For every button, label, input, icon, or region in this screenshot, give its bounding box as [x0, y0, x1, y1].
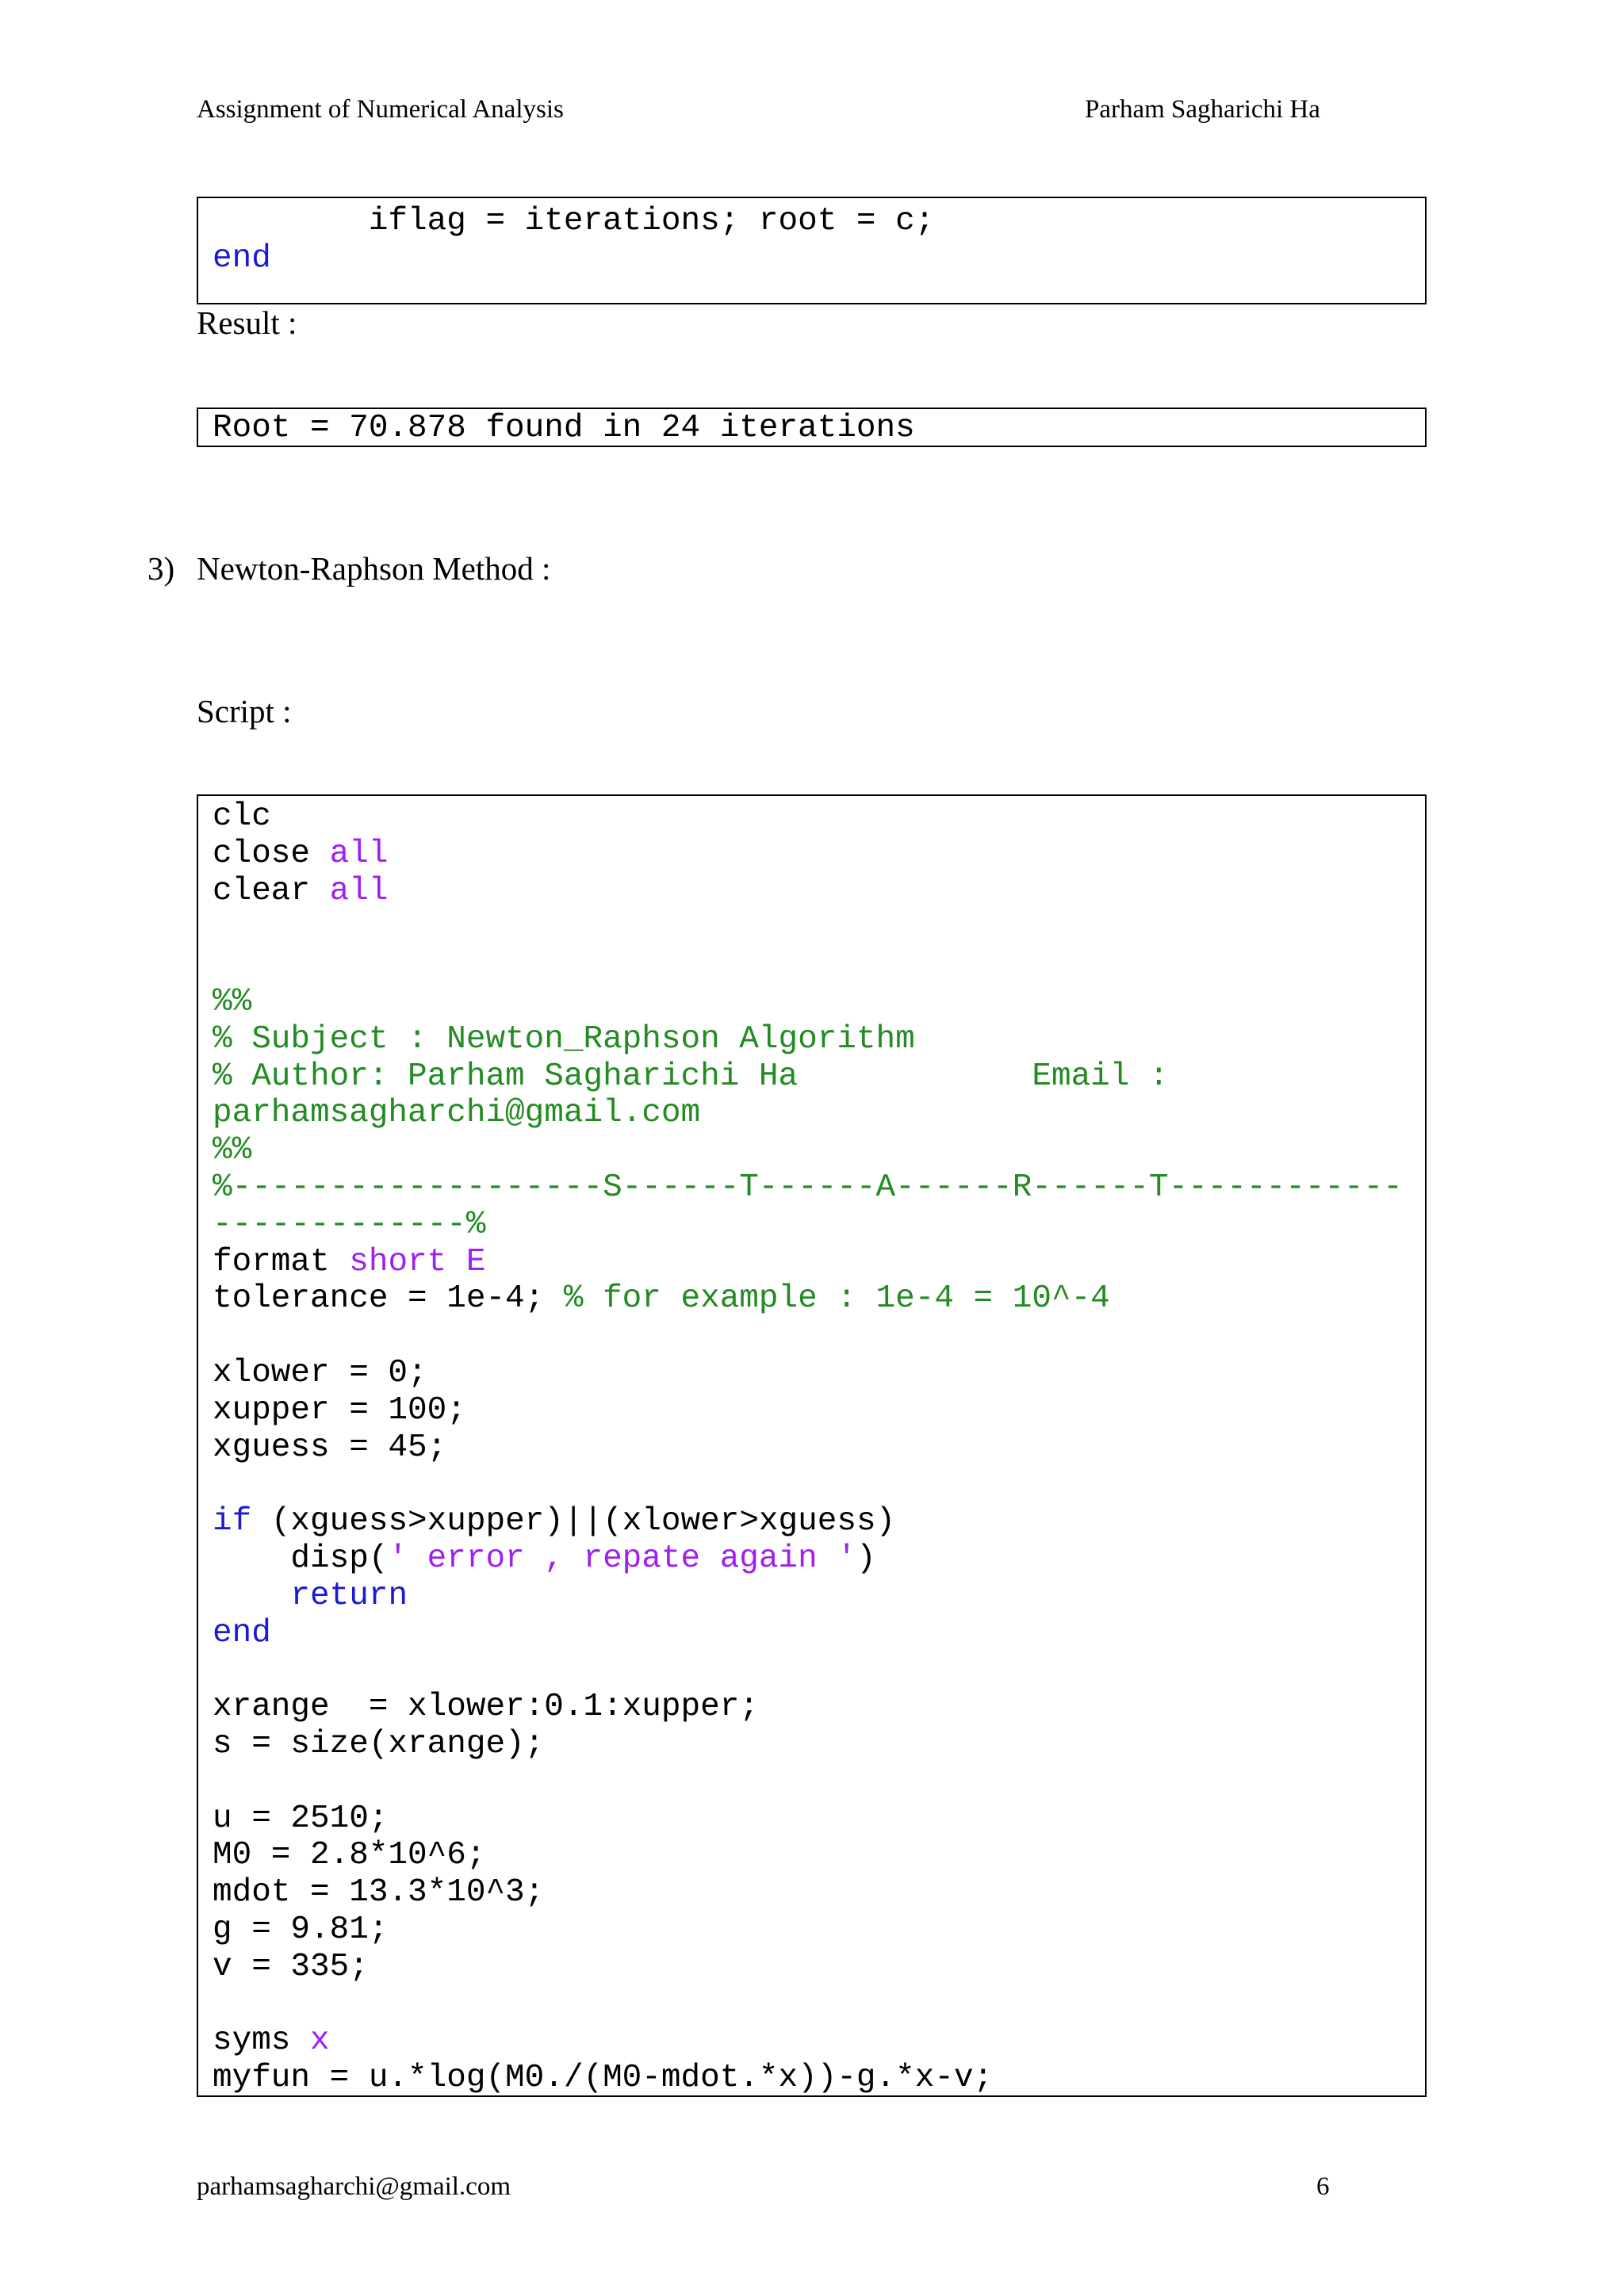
code-line — [213, 1392, 1425, 1429]
code-text: disp( — [213, 1540, 389, 1577]
result-label: Result : — [197, 304, 297, 341]
code-keyword: return — [290, 1577, 408, 1614]
code-text: s = size(xrange); — [213, 1725, 545, 1762]
code-text: tolerance = 1e-4; — [213, 1280, 564, 1318]
code-text — [213, 1578, 290, 1614]
code-line — [213, 1949, 1425, 1986]
code-comment: -------------% — [213, 1206, 486, 1243]
code-string: x — [310, 2022, 330, 2060]
code-line — [213, 1578, 1425, 1615]
code-keyword: end — [213, 239, 271, 277]
code-comment: %% — [213, 1132, 252, 1169]
code-line — [213, 1095, 1425, 1132]
code-text: clc — [213, 798, 271, 835]
code-text: xguess = 45; — [213, 1429, 447, 1466]
code-line — [213, 1355, 1425, 1392]
code-text: mdot = 13.3*10^3; — [213, 1874, 545, 1911]
code-line — [213, 1058, 1425, 1096]
page-header-title: Assignment of Numerical Analysis — [197, 95, 564, 124]
code-line — [213, 1207, 1425, 1244]
code-text: format — [213, 1243, 350, 1280]
code-comment: %-------------------S------T------A------R------T------------ — [213, 1169, 1403, 1206]
code-line — [213, 1874, 1425, 1911]
result-output-box — [197, 408, 1427, 447]
code-line — [213, 1021, 1425, 1058]
code-line — [213, 2022, 1425, 2060]
code-keyword: end — [213, 1614, 271, 1651]
code-line — [213, 909, 1425, 947]
code-line — [213, 1800, 1425, 1838]
code-line — [213, 2060, 1425, 2097]
code-line — [213, 1244, 1425, 1281]
code-line — [213, 203, 1425, 240]
code-comment: % for example : 1e-4 = 10^-4 — [563, 1280, 1110, 1318]
code-comment: % Author: Parham Sagharichi Ha Email : — [213, 1058, 1169, 1095]
code-text: xrange = xlower:0.1:xupper; — [213, 1689, 759, 1726]
code-line — [213, 873, 1425, 910]
code-line — [213, 1503, 1425, 1540]
code-comment: % Subject : Newton_Raphson Algorithm — [213, 1020, 915, 1058]
code-string: all — [329, 872, 389, 909]
code-text: (xguess>xupper)||(xlower>xguess) — [251, 1503, 896, 1540]
code-string: short E — [349, 1243, 486, 1280]
code-line — [213, 1837, 1425, 1874]
code-line — [213, 1651, 1425, 1689]
code-keyword: if — [213, 1503, 252, 1540]
code-text: v = 335; — [213, 1948, 369, 1985]
code-text: myfun = u.*log(M0./(M0-mdot.*x))-g.*x-v; — [213, 2060, 994, 2097]
code-line — [213, 798, 1425, 836]
code-text: u = 2510; — [213, 1800, 389, 1837]
code-line — [213, 1911, 1425, 1949]
code-line — [213, 947, 1425, 984]
code-text: xlower = 0; — [213, 1354, 427, 1391]
code-line — [213, 1763, 1425, 1800]
code-line — [213, 1540, 1425, 1578]
code-text: clear — [213, 872, 330, 909]
code-string: all — [329, 835, 389, 872]
code-text: xupper = 100; — [213, 1391, 466, 1429]
code-line — [213, 1986, 1425, 2023]
code-text: close — [213, 835, 330, 872]
code-line — [213, 1615, 1425, 1652]
code-line — [213, 1280, 1425, 1318]
code-line — [213, 1689, 1425, 1726]
code-comment: parhamsagharchi@gmail.com — [213, 1095, 701, 1132]
code-line — [213, 240, 1425, 277]
code-text: syms — [213, 2022, 311, 2060]
section-title: Newton-Raphson Method : — [197, 550, 551, 587]
footer-email: parhamsagharchi@gmail.com — [197, 2172, 511, 2201]
code-block-script — [197, 794, 1427, 2097]
code-text: g = 9.81; — [213, 1911, 389, 1948]
section-number: 3) — [147, 550, 175, 587]
code-line — [213, 984, 1425, 1021]
code-text: ) — [856, 1540, 876, 1577]
code-line — [213, 1132, 1425, 1169]
code-line — [213, 1726, 1425, 1763]
result-output-text: Root = 70.878 found in 24 iterations — [213, 410, 915, 446]
code-block-continuation — [197, 197, 1427, 304]
code-string: ' error , repate again ' — [388, 1540, 856, 1577]
page-number: 6 — [1316, 2172, 1330, 2201]
code-text: M0 = 2.8*10^6; — [213, 1837, 486, 1874]
code-line — [213, 1169, 1425, 1207]
code-line — [213, 1318, 1425, 1355]
code-line — [213, 1429, 1425, 1467]
script-label: Script : — [197, 693, 292, 729]
code-comment: %% — [213, 983, 252, 1020]
page-header-author: Parham Sagharichi Ha — [1085, 95, 1320, 124]
code-line — [213, 1466, 1425, 1503]
code-text: iflag = iterations; root = c; — [213, 203, 935, 239]
code-line — [213, 836, 1425, 873]
